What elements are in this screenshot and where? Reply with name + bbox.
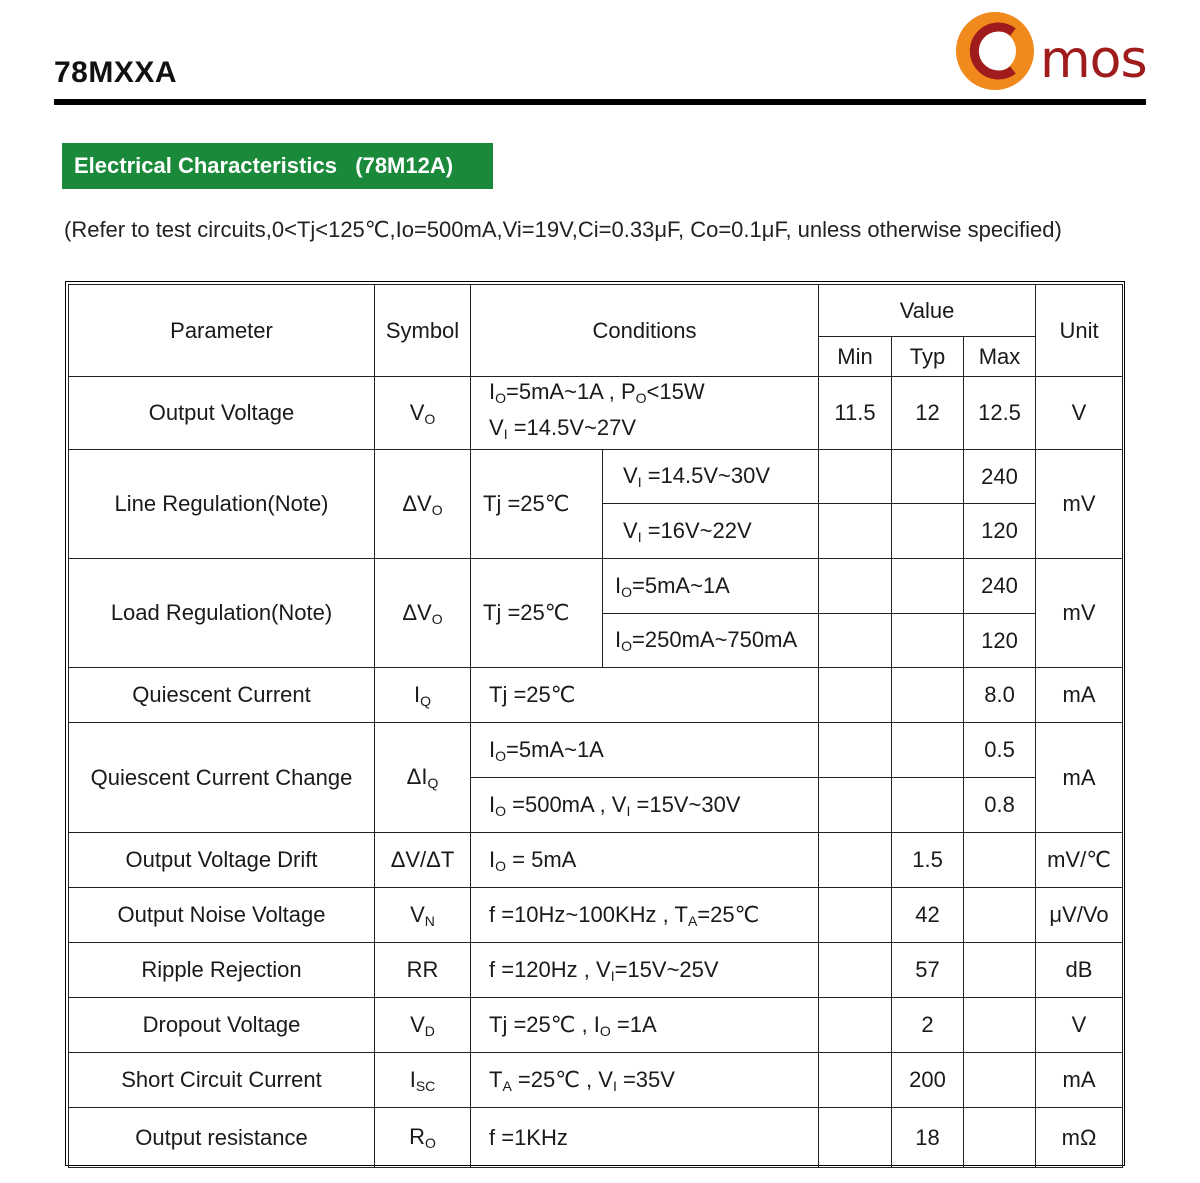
table-row	[69, 833, 1123, 888]
min-cell	[819, 943, 892, 998]
typ-cell: 200	[892, 1053, 964, 1108]
max-cell: 240	[964, 559, 1036, 614]
header-symbol: Symbol	[375, 285, 471, 377]
table-row	[69, 723, 1123, 778]
table-row	[69, 1108, 1123, 1168]
symbol-cell: $R_O$	[375, 1108, 471, 1168]
max-cell: 0.8	[964, 778, 1036, 833]
header-min: Min	[819, 337, 892, 377]
unit-cell: V	[1036, 998, 1123, 1053]
parameter-cell: Load Regulation(Note)	[69, 559, 375, 668]
typ-cell	[892, 778, 964, 833]
unit-cell: V	[1036, 377, 1123, 450]
table-row	[69, 1053, 1123, 1108]
header-value: Value	[819, 285, 1036, 337]
max-cell: 120	[964, 504, 1036, 559]
parameter-cell: Short Circuit Current	[69, 1053, 375, 1108]
spec-table-frame	[65, 281, 1125, 1166]
typ-cell	[892, 614, 964, 668]
table-row	[69, 998, 1123, 1053]
typ-cell: 1.5	[892, 833, 964, 888]
min-cell	[819, 614, 892, 668]
table-row	[69, 943, 1123, 998]
min-cell	[819, 668, 892, 723]
min-cell	[819, 450, 892, 504]
section-banner: Electrical Characteristics (78M12A)	[62, 143, 493, 189]
parameter-cell: Output Voltage	[69, 377, 375, 450]
symbol-cell: $\Delta V_O$	[375, 559, 471, 668]
typ-cell	[892, 450, 964, 504]
min-cell	[819, 998, 892, 1053]
max-cell: 8.0	[964, 668, 1036, 723]
max-cell	[964, 888, 1036, 943]
typ-cell	[892, 559, 964, 614]
max-cell: 240	[964, 450, 1036, 504]
conditions-cell: $I_O =500mA$ , $V_I$ =15V~30V	[471, 778, 819, 833]
min-cell	[819, 723, 892, 778]
conditions-cell: Tj =25℃ , $I_O =1A$	[471, 998, 819, 1053]
typ-cell	[892, 723, 964, 778]
parameter-cell: Ripple Rejection	[69, 943, 375, 998]
typ-cell: 42	[892, 888, 964, 943]
sub-condition-cell: $I_O=5mA\sim 1A$	[603, 559, 819, 614]
max-cell	[964, 998, 1036, 1053]
document-title: 78MXXA	[54, 56, 178, 89]
unit-cell: mA	[1036, 1053, 1123, 1108]
header-parameter: Parameter	[69, 285, 375, 377]
unit-cell: dB	[1036, 943, 1123, 998]
unit-cell: mV	[1036, 450, 1123, 559]
parameter-cell: Quiescent Current Change	[69, 723, 375, 833]
table-row	[69, 377, 1123, 450]
parameter-cell: Dropout Voltage	[69, 998, 375, 1053]
typ-cell	[892, 504, 964, 559]
unit-cell: mΩ	[1036, 1108, 1123, 1168]
symbol-cell: RR	[375, 943, 471, 998]
symbol-cell: $I_Q$	[375, 668, 471, 723]
min-cell	[819, 778, 892, 833]
parameter-cell: Line Regulation(Note)	[69, 450, 375, 559]
conditions-cell: Tj =25℃	[471, 559, 603, 668]
parameter-cell: Output resistance	[69, 1108, 375, 1168]
min-cell	[819, 1053, 892, 1108]
typ-cell: 2	[892, 998, 964, 1053]
symbol-cell: $\Delta I_Q$	[375, 723, 471, 833]
table-row	[69, 888, 1123, 943]
max-cell	[964, 1053, 1036, 1108]
table-row	[69, 668, 1123, 723]
max-cell	[964, 1108, 1036, 1168]
unit-cell: mA	[1036, 668, 1123, 723]
conditions-cell: $I_O=5mA\sim 1A$	[471, 723, 819, 778]
header-max: Max	[964, 337, 1036, 377]
symbol-cell: $\Delta V_O$	[375, 450, 471, 559]
test-conditions-note: (Refer to test circuits,0<Tj<125℃,Io=500mA,Vi=19V,Ci=0.33μF, Co=0.1μF, unless otherwise specified)	[64, 217, 1062, 242]
min-cell	[819, 833, 892, 888]
max-cell: 0.5	[964, 723, 1036, 778]
logo-text: mos	[1040, 30, 1147, 90]
typ-cell: 12	[892, 377, 964, 450]
conditions-cell: f =120Hz , $V_I=15V\sim 25V$	[471, 943, 819, 998]
unit-cell: mV	[1036, 559, 1123, 668]
electrical-characteristics-table	[68, 284, 1123, 1168]
sub-condition-cell: $I_O=250mA\sim 750mA$	[603, 614, 819, 668]
header-rule	[54, 99, 1146, 105]
conditions-cell: f =1KHz	[471, 1108, 819, 1168]
max-cell: 120	[964, 614, 1036, 668]
conditions-cell: $I_O=5mA\sim 1A$ , $P_O<15W$ $V_I$ =14.5V~27V	[471, 377, 819, 450]
symbol-cell: $I_{SC}$	[375, 1053, 471, 1108]
conditions-cell: Tj =25℃	[471, 668, 819, 723]
symbol-cell: ΔV/ΔT	[375, 833, 471, 888]
sub-condition-cell: $V_I$ =14.5V~30V	[603, 450, 819, 504]
table-header-row	[69, 285, 1123, 337]
min-cell: 11.5	[819, 377, 892, 450]
min-cell	[819, 1108, 892, 1168]
min-cell	[819, 559, 892, 614]
parameter-cell: Output Noise Voltage	[69, 888, 375, 943]
conditions-cell: Tj =25℃	[471, 450, 603, 559]
max-cell: 12.5	[964, 377, 1036, 450]
unit-cell: mV/℃	[1036, 833, 1123, 888]
parameter-cell: Quiescent Current	[69, 668, 375, 723]
typ-cell: 57	[892, 943, 964, 998]
max-cell	[964, 943, 1036, 998]
conditions-cell: f =10Hz~100KHz , $T_A=25℃$	[471, 888, 819, 943]
sub-condition-cell: $V_I$ =16V~22V	[603, 504, 819, 559]
table-row	[69, 559, 1123, 614]
parameter-cell: Output Voltage Drift	[69, 833, 375, 888]
typ-cell: 18	[892, 1108, 964, 1168]
table-row	[69, 450, 1123, 504]
header-conditions: Conditions	[471, 285, 819, 377]
conditions-cell: $I_O = 5mA$	[471, 833, 819, 888]
symbol-cell: $V_N$	[375, 888, 471, 943]
header-typ: Typ	[892, 337, 964, 377]
max-cell	[964, 833, 1036, 888]
min-cell	[819, 888, 892, 943]
symbol-cell: $V_D$	[375, 998, 471, 1053]
conditions-cell: $T_A$ =25℃ , $V_I =35V$	[471, 1053, 819, 1108]
min-cell	[819, 504, 892, 559]
symbol-cell: $V_O$	[375, 377, 471, 450]
typ-cell	[892, 668, 964, 723]
unit-cell: mA	[1036, 723, 1123, 833]
header-unit: Unit	[1036, 285, 1123, 377]
unit-cell: μV/Vo	[1036, 888, 1123, 943]
